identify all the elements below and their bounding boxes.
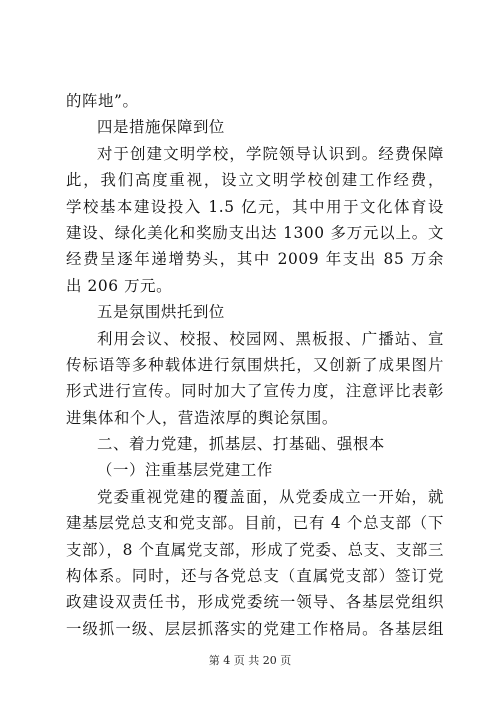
text-line: 进集体和个人，营造浓厚的舆论氛围。 [66,408,338,427]
text-line: 建基层党总支和党支部。目前，已有 4 个总支部（下 [66,514,444,533]
text-line: 此，我们高度重视，设立文明学校创建工作经费， [66,171,444,190]
text-line: 的阵地”。 [66,92,139,110]
text-line: 对于创建文明学校，学院领导认识到。经费保障 [97,144,444,163]
text-line: 构体系。同时，还与各党总支（直属党支部）签订党 [66,567,444,586]
text-line: 利用会议、校报、校园网、黑板报、广播站、宣 [97,329,444,348]
text-line: 党委重视党建的覆盖面，从党委成立一开始，就 [97,487,444,506]
text-line: 出 206 万元。 [66,276,173,295]
text-line: 四是措施保障到位 [97,118,225,137]
text-line: 政建设双责任书，形成党委统一领导、各基层党组织 [66,593,444,612]
text-line: 传标语等多种载体进行氛围烘托，又创新了成果图片 [66,355,444,374]
text-line: 五是氛围烘托到位 [97,303,225,322]
text-line: 一级抓一级、层层抓落实的党建工作格局。各基层组 [66,619,444,638]
text-line: 经费呈逐年递增势头，其中 2009 年支出 85 万余 [66,250,444,269]
text-line: 建设、绿化美化和奖励支出达 1300 多万元以上。文 [66,223,444,242]
text-line: 二、着力党建，抓基层、打基础、强根本 [97,435,385,454]
text-line: 支部），8 个直属党支部，形成了党委、总支、支部三 [66,540,444,559]
text-line: 学校基本建设投入 1.5 亿元，其中用于文化体育设 [66,197,444,216]
page-footer: 第 4 页 共 20 页 [208,654,292,667]
text-line: （一）注重基层党建工作 [97,461,273,480]
text-line: 形式进行宣传。同时加大了宣传力度，注意评比表彰 [66,382,444,401]
document-body [66,88,444,642]
